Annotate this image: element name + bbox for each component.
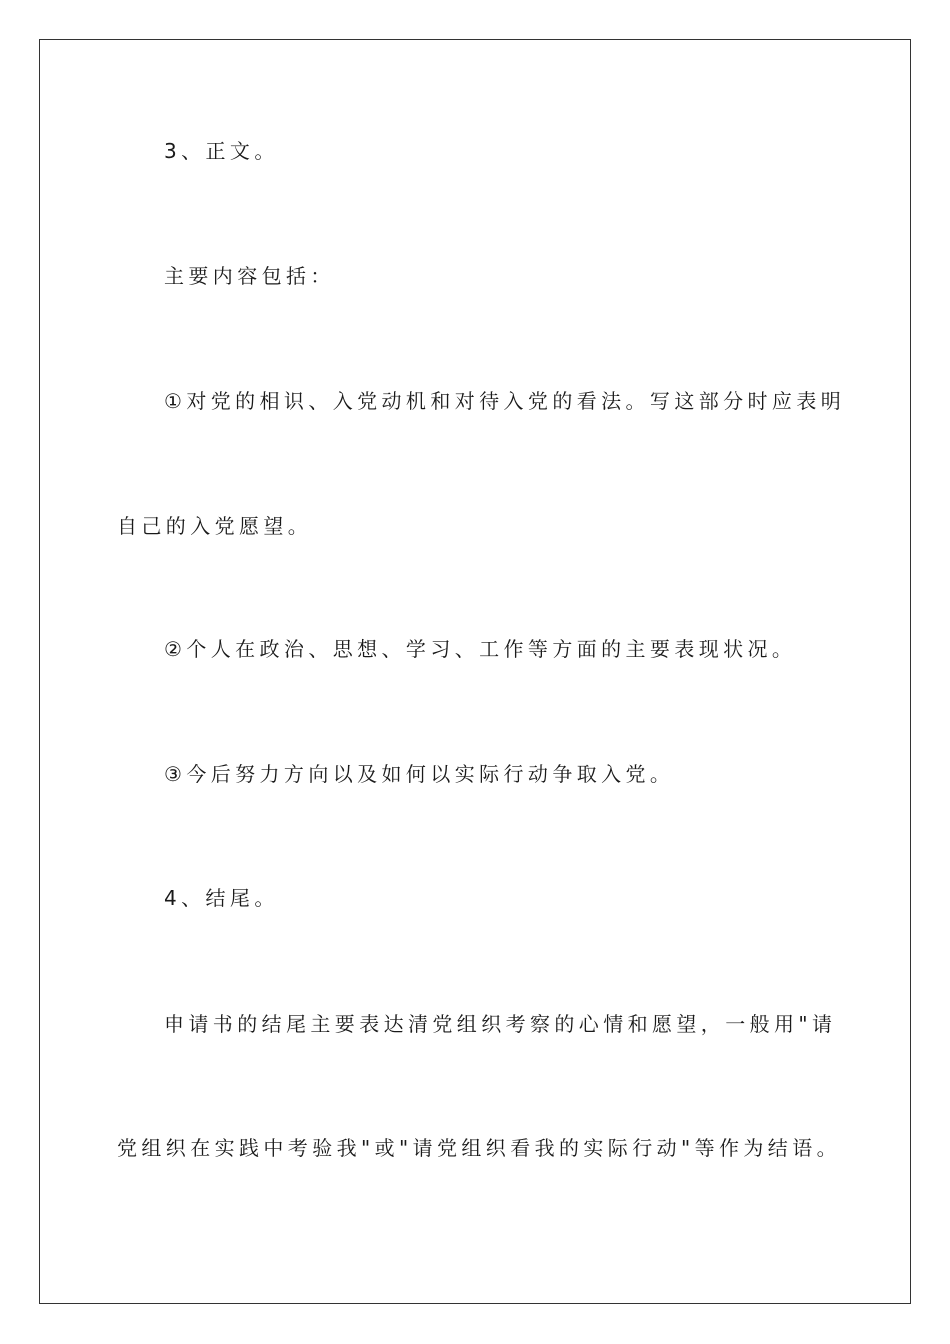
- paragraph-item-3: ③今后努力方向以及如何以实际行动争取入党。: [164, 762, 675, 786]
- heading-ending-section: 4、结尾。: [164, 886, 279, 910]
- paragraph-main-content-intro: 主要内容包括：: [164, 264, 335, 288]
- paragraph-item-2: ②个人在政治、思想、学习、工作等方面的主要表现状况。: [164, 637, 797, 661]
- paragraph-item-1-line-2: 自己的入党愿望。: [117, 514, 313, 538]
- paragraph-item-1-line-1: ①对党的相识、入党动机和对待入党的看法。写这部分时应表明: [164, 389, 846, 413]
- heading-body-section: 3、正文。: [164, 139, 279, 163]
- paragraph-ending-line-2: 党组织在实践中考验我"或"请党组织看我的实际行动"等作为结语。: [117, 1136, 841, 1160]
- paragraph-ending-line-1: 申请书的结尾主要表达清党组织考察的心情和愿望，一般用"请: [164, 1012, 837, 1036]
- page-border: [39, 39, 911, 1304]
